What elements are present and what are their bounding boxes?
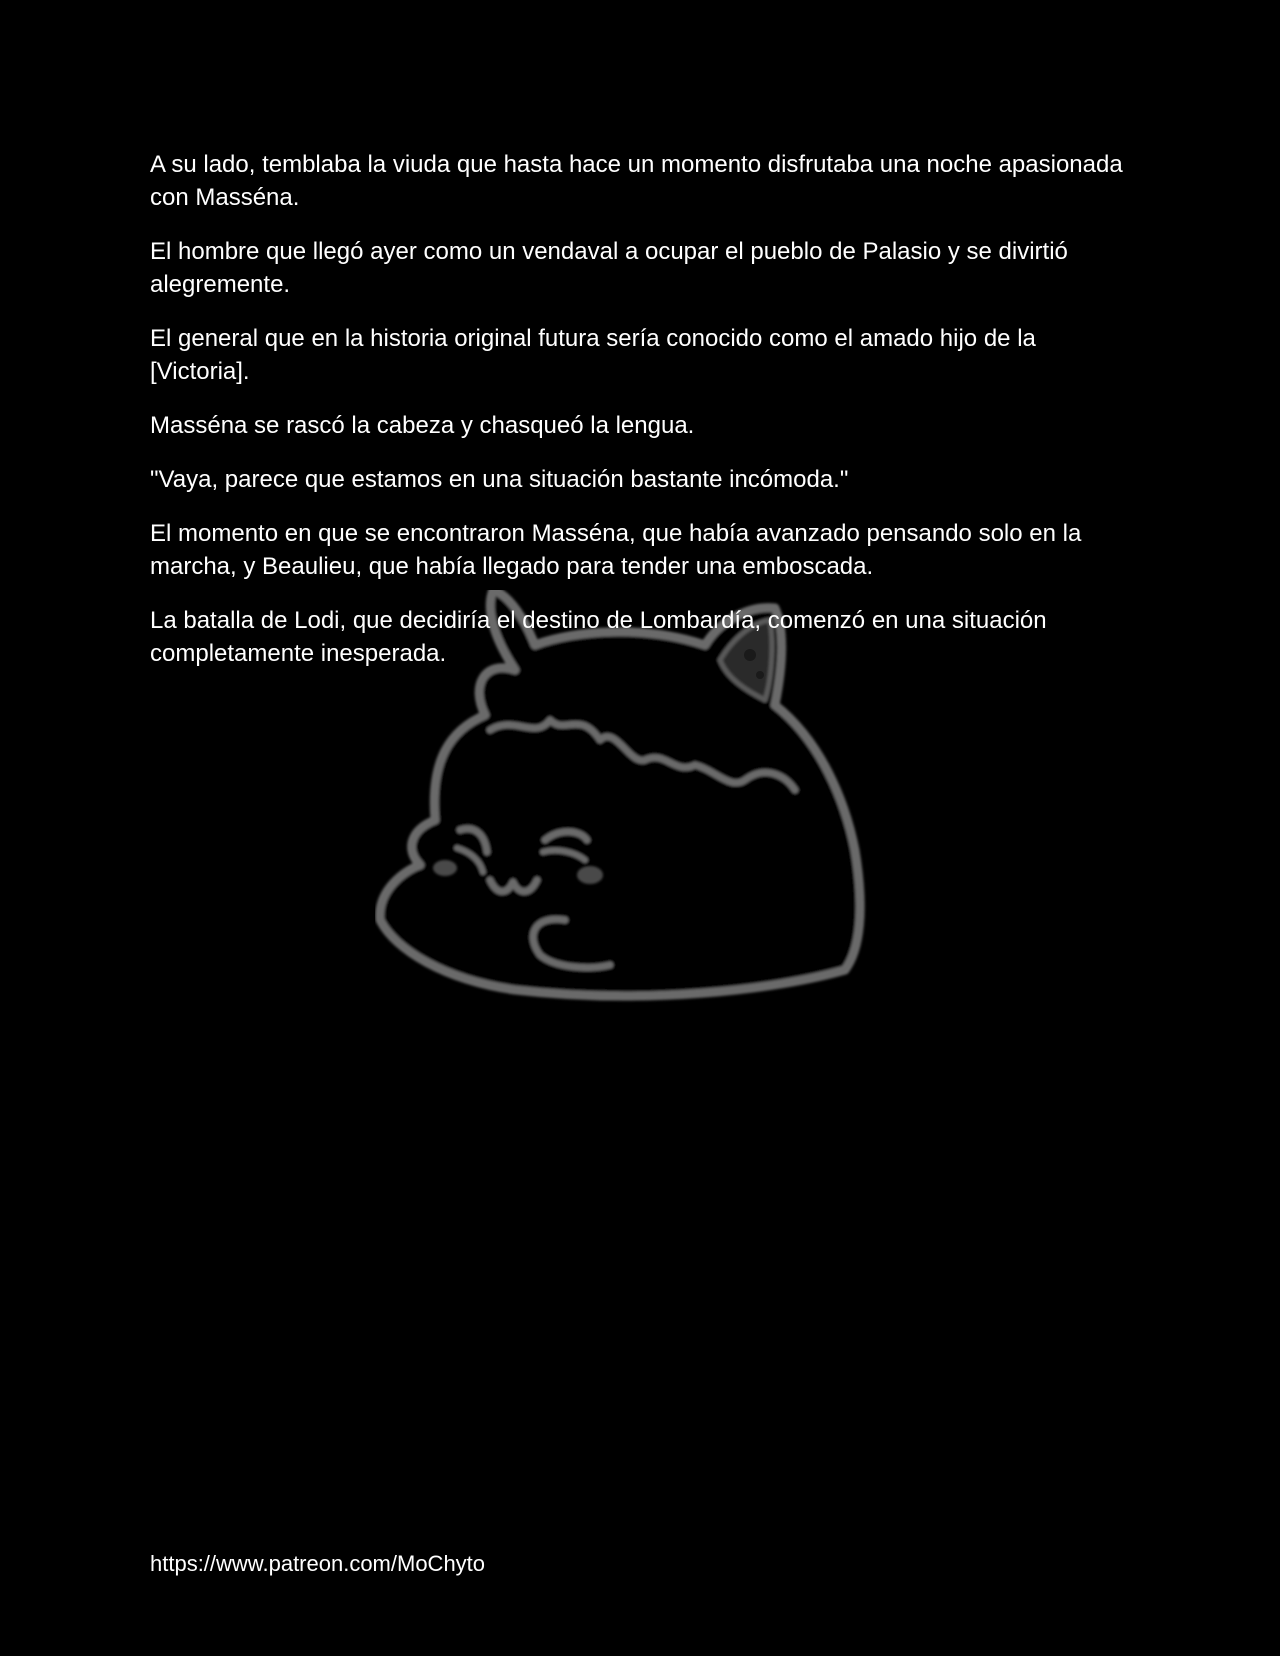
patreon-link[interactable]: https://www.patreon.com/MoChyto	[150, 1551, 486, 1576]
paragraph: La batalla de Lodi, que decidiría el destino de Lombardía, comenzó en una situación completamente inesperada.	[150, 607, 1047, 667]
paragraph: A su lado, temblaba la viuda que hasta hace un momento disfrutaba una noche apasionada con Masséna.	[150, 151, 1123, 211]
paragraph: El momento en que se encontraron Masséna, que había avanzado pensando solo en la marcha, y Beaulieu, que había llegado para tender una emboscada.	[150, 520, 1082, 580]
paragraph: El hombre que llegó ayer como un vendaval a ocupar el pueblo de Palasio y se divirtió alegremente.	[150, 238, 1068, 298]
paragraph: Masséna se rascó la cabeza y chasqueó la lengua.	[150, 412, 695, 439]
document-body	[150, 148, 1140, 691]
paragraph: El general que en la historia original futura sería conocido como el amado hijo de la [Victoria].	[150, 325, 1036, 385]
paragraph: "Vaya, parece que estamos en una situación bastante incómoda."	[150, 466, 849, 493]
